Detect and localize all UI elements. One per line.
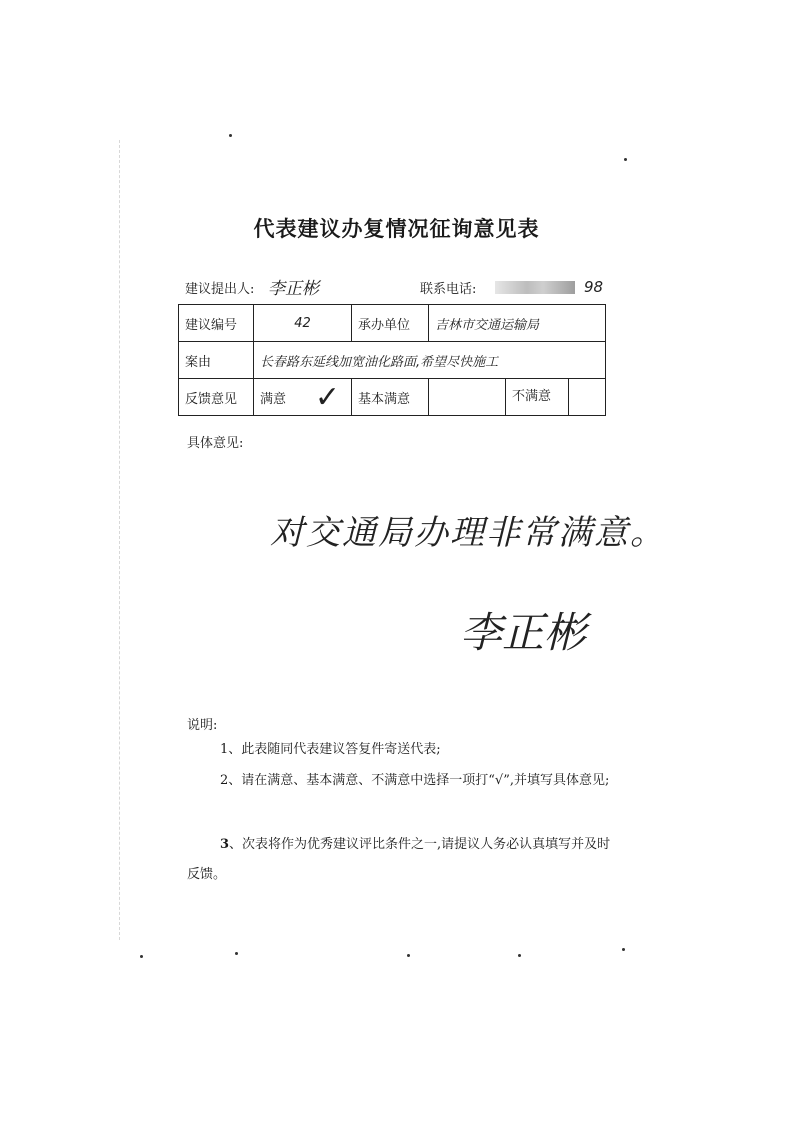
- scan-speck: [407, 954, 410, 957]
- handwritten-signature: 李正彬: [460, 608, 587, 657]
- phone-tail: 98: [584, 278, 604, 296]
- form-table: [178, 304, 606, 416]
- scan-speck: [235, 952, 238, 955]
- check-mark: ✓: [314, 379, 341, 415]
- note-3-number: 3: [220, 837, 230, 852]
- scan-speck: [622, 948, 625, 951]
- note-1: 1、此表随同代表建议答复件寄送代表;: [220, 742, 441, 757]
- proposal-number-label: 建议编号: [179, 305, 254, 342]
- scan-speck: [518, 954, 521, 957]
- scan-margin-line: [119, 140, 120, 940]
- handwritten-opinion: 对交通局办理非常满意。: [270, 513, 666, 553]
- option-basic-check-cell: [429, 379, 506, 416]
- phone-redacted: [495, 281, 575, 294]
- detail-label: 具体意见:: [187, 436, 244, 451]
- subject-label: 案由: [179, 342, 254, 379]
- note-3: [187, 830, 617, 890]
- subject-value: 长春路东延线加宽油化路面,希望尽快施工: [254, 342, 606, 379]
- option-satisfied-cell: [254, 379, 352, 416]
- option-unsatisfied-cell: [506, 379, 606, 416]
- notes-title: 说明:: [187, 718, 218, 733]
- option-satisfied: 满意: [260, 391, 287, 407]
- scan-speck: [140, 955, 143, 958]
- scan-speck: [229, 134, 232, 137]
- handling-unit-label: 承办单位: [352, 305, 429, 342]
- phone-label: 联系电话:: [420, 282, 477, 297]
- row-feedback: [179, 379, 606, 416]
- option-basic-cell: [352, 379, 429, 416]
- note-2: 2、请在满意、基本满意、不满意中选择一项打“√”,并填写具体意见;: [220, 773, 610, 788]
- row-proposal-number: [179, 305, 606, 342]
- handling-unit-value: 吉林市交通运输局: [429, 305, 606, 342]
- note-3-text: 、次表将作为优秀建议评比条件之一,请提议人务必认真填写并及时反馈。: [187, 837, 611, 882]
- proposer-name: 李正彬: [268, 279, 319, 299]
- scan-speck: [624, 158, 627, 161]
- row-subject: [179, 342, 606, 379]
- option-unsatisfied: 不满意: [506, 379, 569, 415]
- proposer-label: 建议提出人:: [185, 282, 255, 297]
- feedback-label: 反馈意见: [179, 379, 254, 416]
- proposal-number-value: 42: [254, 305, 352, 342]
- form-title: 代表建议办复情况征询意见表: [253, 216, 540, 241]
- option-basically-satisfied: 基本满意: [358, 391, 411, 407]
